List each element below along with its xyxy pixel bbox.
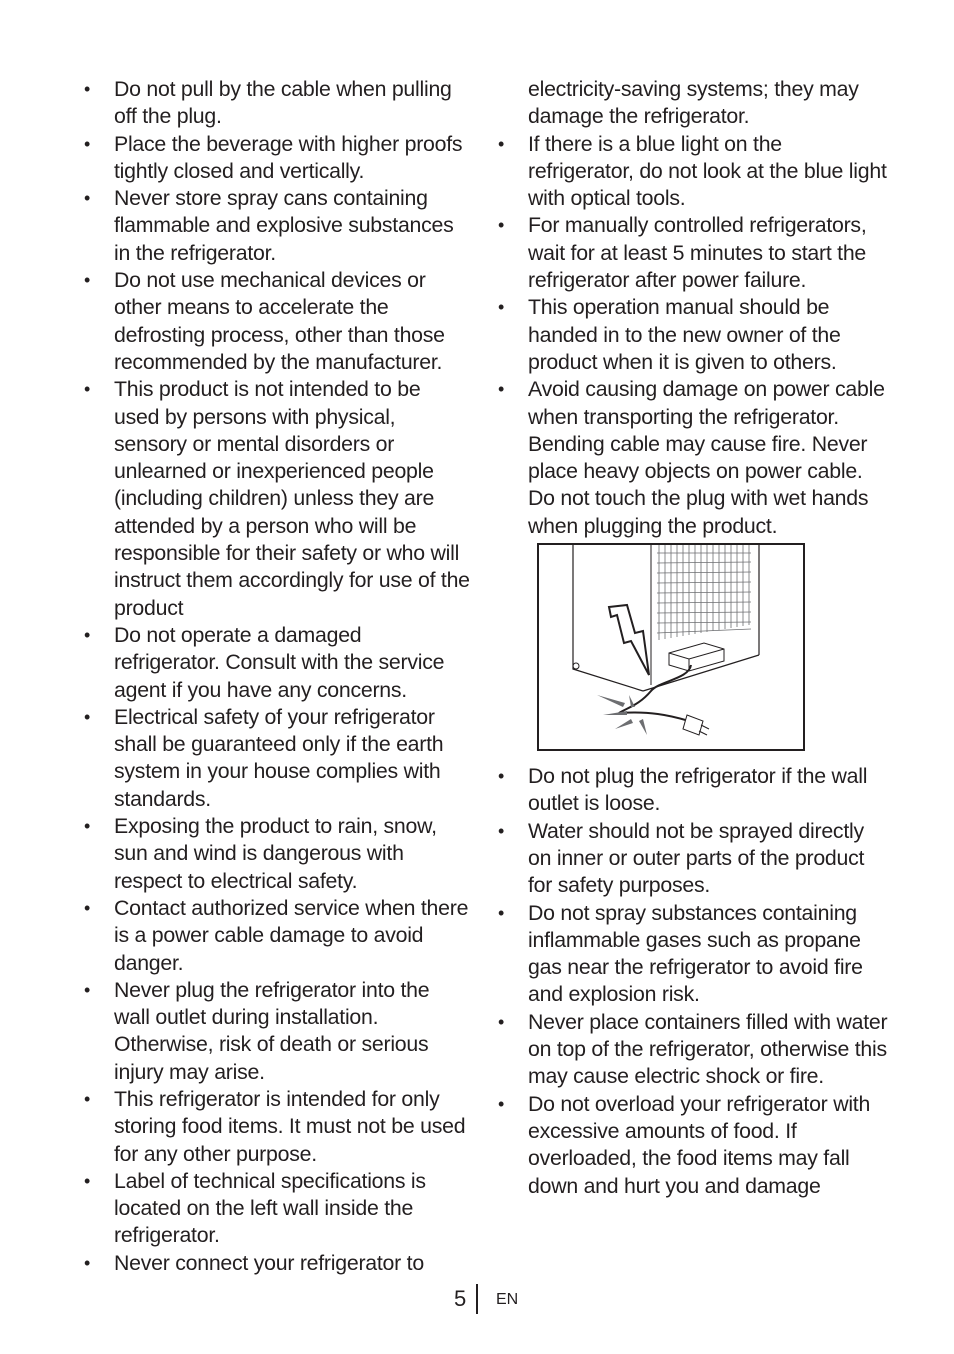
language-label: EN — [496, 1291, 519, 1308]
list-item: • If there is a blue light on the refrigerator, do not look at the blue light with optical tools. — [498, 131, 888, 213]
list-item: • Place the beverage with higher proofs tightly closed and vertically. — [84, 131, 470, 186]
right-bullet-list-top — [498, 131, 888, 540]
refrigerator-power-cable-warning-illustration — [539, 545, 803, 749]
fridge-side-outline — [573, 545, 643, 691]
list-item: • Never plug the refrigerator into the wall outlet during installation. Otherwise, risk of death or serious injury may arise. — [84, 977, 470, 1086]
footer-divider — [476, 1284, 478, 1314]
list-item: • Never place containers filled with water on top of the refrigerator, otherwise this may cause electric shock or fire. — [498, 1009, 888, 1091]
list-item: • This refrigerator is intended for only storing food items. It must not be used for any other purpose. — [84, 1086, 470, 1168]
list-item: • Exposing the product to rain, snow, sun and wind is dangerous with respect to electrical safety. — [84, 813, 470, 895]
left-column — [84, 76, 470, 1277]
list-item: • Contact authorized service when there is a power cable damage to avoid danger. — [84, 895, 470, 977]
list-item: • This product is not intended to be used by persons with physical, sensory or mental disorders or unlearned or inexperienced people (including children) unless they are attended by a person who will be responsible for their safety or who will instruct them accordingly for use of the product — [84, 376, 470, 622]
list-item: • Never store spray cans containing flammable and explosive substances in the refrigerator. — [84, 185, 470, 267]
plug-icon — [683, 715, 709, 735]
page-number: 5 — [454, 1286, 467, 1311]
list-item: • Water should not be sprayed directly on inner or outer parts of the product for safety purposes. — [498, 818, 888, 900]
list-item: • Never connect your refrigerator to — [84, 1250, 470, 1277]
list-item: • Do not pull by the cable when pulling off the plug. — [84, 76, 470, 131]
list-item: • Electrical safety of your refrigerator shall be guaranteed only if the earth system in your house complies with standards. — [84, 704, 470, 813]
fridge-foot — [573, 663, 579, 669]
list-item: • Do not use mechanical devices or other means to accelerate the defrosting process, other than those recommended by the manufacturer. — [84, 267, 470, 376]
lightning-bolt-icon — [609, 605, 649, 675]
left-bullet-list — [84, 76, 470, 1277]
list-item: • Do not overload your refrigerator with excessive amounts of food. If overloaded, the food items may fall down and hurt you and damage — [498, 1091, 888, 1200]
list-item: • Avoid causing damage on power cable when transporting the refrigerator. Bending cable may cause fire. Never place heavy objects on power cable. Do not touch the plug with wet hands when plugging the product. — [498, 376, 888, 540]
right-column — [498, 76, 888, 1200]
list-item: • Do not operate a damaged refrigerator. Consult with the service agent if you have any concerns. — [84, 622, 470, 704]
list-item: • Do not plug the refrigerator if the wall outlet is loose. — [498, 763, 888, 818]
right-bullet-list-bottom — [498, 763, 888, 1200]
list-item: • Label of technical specifications is located on the left wall inside the refrigerator. — [84, 1168, 470, 1250]
power-cable — [619, 665, 691, 721]
list-item: • For manually controlled refrigerators, wait for at least 5 minutes to start the refrigerator after power failure. — [498, 212, 888, 294]
list-item: • This operation manual should be handed in to the new owner of the product when it is given to others. — [498, 294, 888, 376]
condenser-grid — [657, 545, 751, 640]
continued-text: electricity-saving systems; they may damage the refrigerator. — [528, 77, 859, 129]
power-cable-illustration — [537, 543, 805, 751]
list-item: • Do not spray substances containing inflammable gases such as propane gas near the refrigerator to avoid fire and explosion risk. — [498, 900, 888, 1009]
page-footer — [0, 1286, 954, 1316]
